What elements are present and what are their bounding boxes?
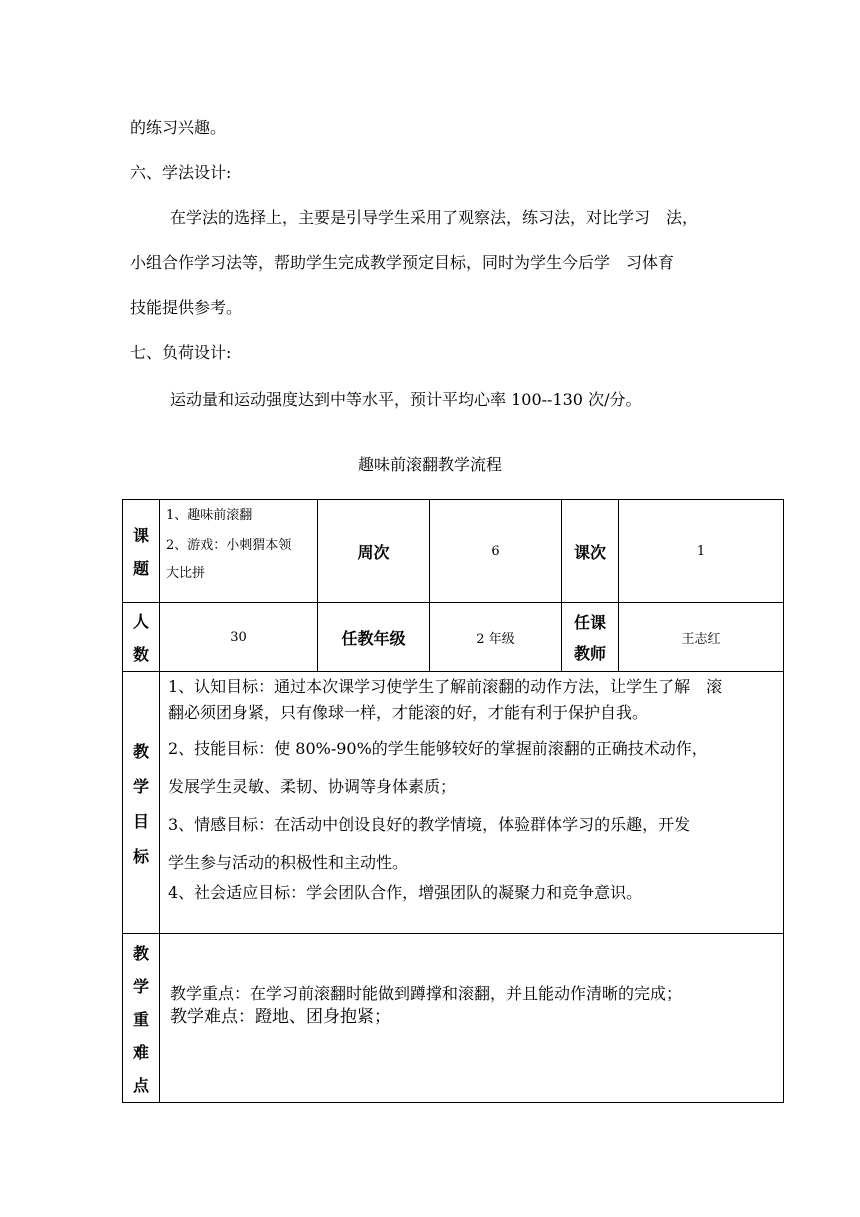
row-label-key-points: [123, 934, 160, 1103]
row-label-goals: [123, 672, 160, 934]
label-char: 教: [132, 943, 149, 963]
goal-line: 2、技能目标：使 80%-90%的学生能够较好的掌握前滚翻的正确技术动作，: [168, 739, 708, 758]
table-row: [123, 603, 784, 672]
goal-line: 1、认知目标：通过本次课学习使学生了解前滚翻的动作方法，让学生了解 滚: [168, 677, 723, 696]
key-point-text: 教学重点：在学习前滚翻时能做到蹲撑和滚翻，并且能动作清晰的完成；: [170, 984, 683, 1003]
paragraph-line: 小组合作学习法等，帮助学生完成教学预定目标，同时为学生今后学 习体育: [130, 253, 675, 272]
goal-line: 学生参与活动的积极性和主动性。: [168, 853, 409, 872]
lesson-label: 课次: [562, 500, 619, 603]
teacher-value: 王志红: [619, 603, 784, 672]
table-title: 趣味前滚翻教学流程: [357, 455, 502, 474]
label-char: 难: [132, 1042, 149, 1062]
paragraph-line: 在学法的选择上，主要是引导学生采用了观察法，练习法，对比学习 法，: [170, 208, 699, 227]
grade-label: 任教年级: [318, 603, 430, 672]
teacher-label: [562, 603, 619, 672]
paragraph-line: 运动量和运动强度达到中等水平，预计平均心率 100--130 次/分。: [170, 390, 642, 409]
grade-value: 2 年级: [430, 603, 562, 672]
table-row: [123, 672, 784, 934]
goal-line: 翻必须团身紧，只有像球一样，才能滚的好，才能有利于保护自我。: [168, 703, 649, 722]
key-points-cell: [160, 934, 784, 1103]
goal-line: 4、社会适应目标：学会团队合作，增强团队的凝聚力和竞争意识。: [168, 883, 643, 902]
topic-cell: [160, 500, 318, 603]
lesson-plan-table: [122, 499, 784, 1103]
week-value: 6: [430, 500, 562, 603]
topic-line: 大比拼: [166, 566, 206, 581]
label-char: 课: [132, 526, 149, 545]
goal-line: 3、情感目标：在活动中创设良好的教学情境，体验群体学习的乐趣，开发: [168, 815, 691, 834]
week-label: 周次: [318, 500, 430, 603]
lesson-value: 1: [619, 500, 784, 603]
student-count-value: 30: [160, 603, 318, 672]
section-heading-learning-method: 六、学法设计:: [130, 163, 232, 182]
topic-line: 1、趣味前滚翻: [166, 508, 253, 523]
table-row: [123, 934, 784, 1103]
label-char: 人: [132, 612, 149, 631]
paragraph-continuation: 的练习兴趣。: [130, 118, 227, 137]
label-char: 目: [132, 811, 149, 831]
label-char: 点: [132, 1075, 149, 1095]
label-char: 学: [132, 776, 149, 796]
goal-line: 发展学生灵敏、柔韧、协调等身体素质；: [168, 777, 457, 796]
section-heading-load-design: 七、负荷设计:: [130, 343, 232, 362]
label-char: 重: [132, 1009, 149, 1029]
label-char: 任课: [573, 613, 606, 632]
label-char: 教师: [573, 644, 606, 663]
label-char: 数: [132, 645, 149, 664]
label-char: 题: [132, 559, 149, 578]
label-char: 标: [132, 846, 149, 866]
label-char: 教: [132, 741, 149, 761]
difficulty-text: 教学难点：蹬地、团身抱紧；: [170, 1007, 391, 1027]
label-char: 学: [132, 976, 149, 996]
row-label-topic: [123, 500, 160, 603]
row-label-count: [123, 603, 160, 672]
table-row: [123, 500, 784, 603]
teaching-goals-cell: [160, 672, 784, 934]
topic-line: 2、游戏：小刺猬本领: [166, 538, 292, 553]
paragraph-line: 技能提供参考。: [130, 298, 243, 317]
